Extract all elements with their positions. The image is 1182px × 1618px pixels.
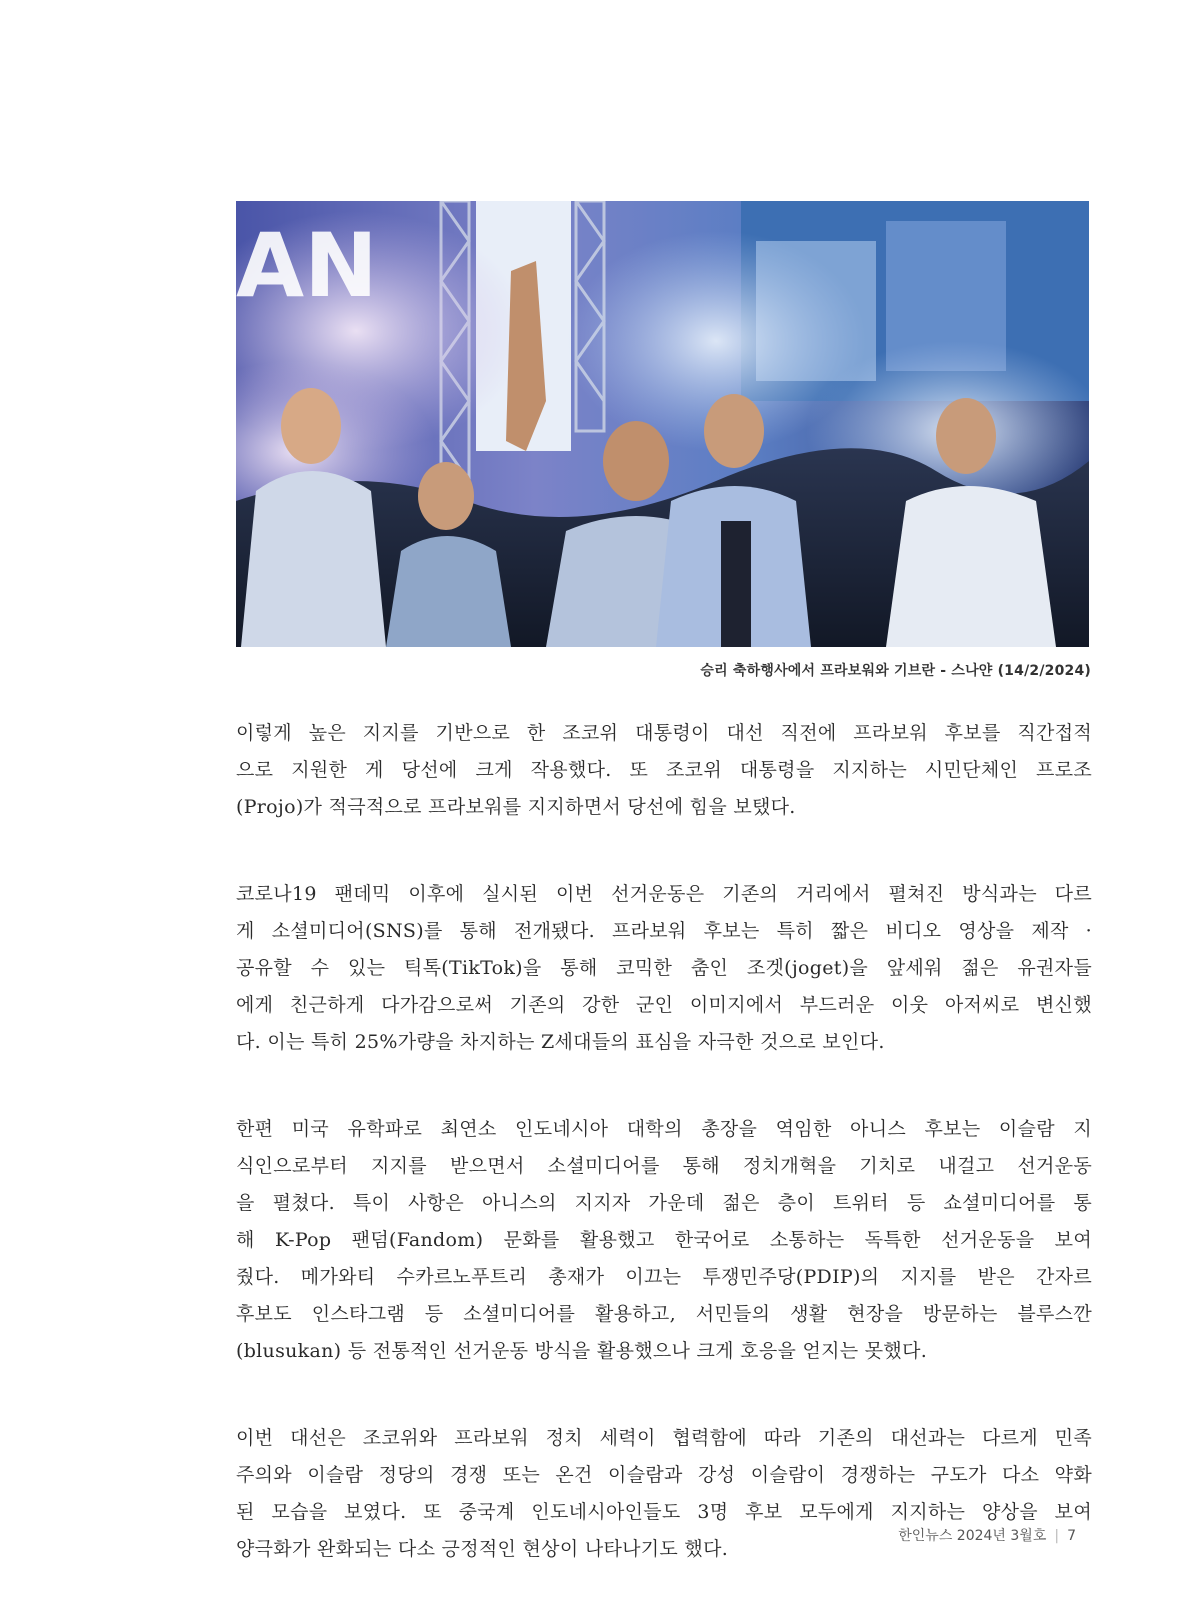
paragraph <box>236 876 1092 1061</box>
text-line: (Projo)가 적극적으로 프라보워를 지지하면서 당선에 힘을 보탰다. <box>236 796 796 818</box>
text-line: 주의와 이슬람 정당의 경쟁 또는 온건 이슬람과 강성 이슬람이 경쟁하는 구도가 다소 약화 <box>236 1464 1092 1486</box>
text-line: (blusukan) 등 전통적인 선거운동 방식을 활용했으나 크게 호응을 얻지는 못했다. <box>236 1340 928 1362</box>
article-body <box>236 715 1092 1618</box>
text-line: 양극화가 완화되는 다소 긍정적인 현상이 나타나기도 했다. <box>236 1538 729 1560</box>
text-line: 이번 대선은 조코위와 프라보워 정치 세력이 협력함에 따라 기존의 대선과는 다르게 민족 <box>236 1427 1092 1449</box>
text-line: 줬다. 메가와티 수카르노푸트리 총재가 이끄는 투쟁민주당(PDIP)의 지지를 받은 간자르 <box>236 1266 1092 1288</box>
page-footer <box>898 1525 1076 1545</box>
text-line: 식인으로부터 지지를 받으면서 소셜미디어를 통해 정치개혁을 기치로 내걸고 선거운동 <box>236 1155 1092 1177</box>
text-line: 된 모습을 보였다. 또 중국계 인도네시아인들도 3명 후보 모두에게 지지하는 양상을 보여 <box>236 1501 1092 1523</box>
photo-caption: 승리 축하행사에서 프라보워와 기브란 - 스나얀 (14/2/2024) <box>700 663 1091 679</box>
text-line: 이렇게 높은 지지를 기반으로 한 조코위 대통령이 대선 직전에 프라보워 후보를 직간접적 <box>236 722 1092 744</box>
text-line: 다. 이는 특히 25%가량을 차지하는 Z세대들의 표심을 자극한 것으로 보인다. <box>236 1031 885 1053</box>
backdrop-letters: AN <box>236 214 378 317</box>
text-line: 공유할 수 있는 틱톡(TikTok)을 통해 코믹한 춤인 조겟(joget)을 앞세워 젊은 유권자들 <box>236 957 1092 979</box>
paragraph <box>236 1111 1092 1370</box>
text-line: 한편 미국 유학파로 최연소 인도네시아 대학의 총장을 역임한 아니스 후보는 이슬람 지 <box>236 1118 1092 1140</box>
text-line: 에게 친근하게 다가감으로써 기존의 강한 군인 이미지에서 부드러운 이웃 아저씨로 변신했 <box>236 994 1092 1016</box>
publication-name: 한인뉴스 2024년 3월호 <box>898 1528 1047 1544</box>
text-line: 으로 지원한 게 당선에 크게 작용했다. 또 조코위 대통령을 지지하는 시민단체인 프로조 <box>236 759 1092 781</box>
footer-separator: | <box>1054 1528 1060 1544</box>
text-line: 코로나19 팬데믹 이후에 실시된 이번 선거운동은 기존의 거리에서 펼쳐진 방식과는 다르 <box>236 883 1092 905</box>
text-line: 해 K-Pop 팬덤(Fandom) 문화를 활용했고 한국어로 소통하는 독특한 선거운동을 보여 <box>236 1229 1092 1251</box>
page-number: 7 <box>1067 1528 1076 1544</box>
article-photo <box>236 201 1089 647</box>
text-line: 후보도 인스타그램 등 소셜미디어를 활용하고, 서민들의 생활 현장을 방문하는 블루스깐 <box>236 1303 1092 1325</box>
text-line: 을 펼쳤다. 특이 사항은 아니스의 지지자 가운데 젊은 층이 트위터 등 쇼셜미디어를 통 <box>236 1192 1092 1214</box>
paragraph <box>236 1420 1092 1568</box>
paragraph <box>236 715 1092 826</box>
text-line: 게 소셜미디어(SNS)를 통해 전개됐다. 프라보워 후보는 특히 짧은 비디오 영상을 제작 · <box>236 920 1092 942</box>
rally-photo-illustration <box>236 201 1089 647</box>
